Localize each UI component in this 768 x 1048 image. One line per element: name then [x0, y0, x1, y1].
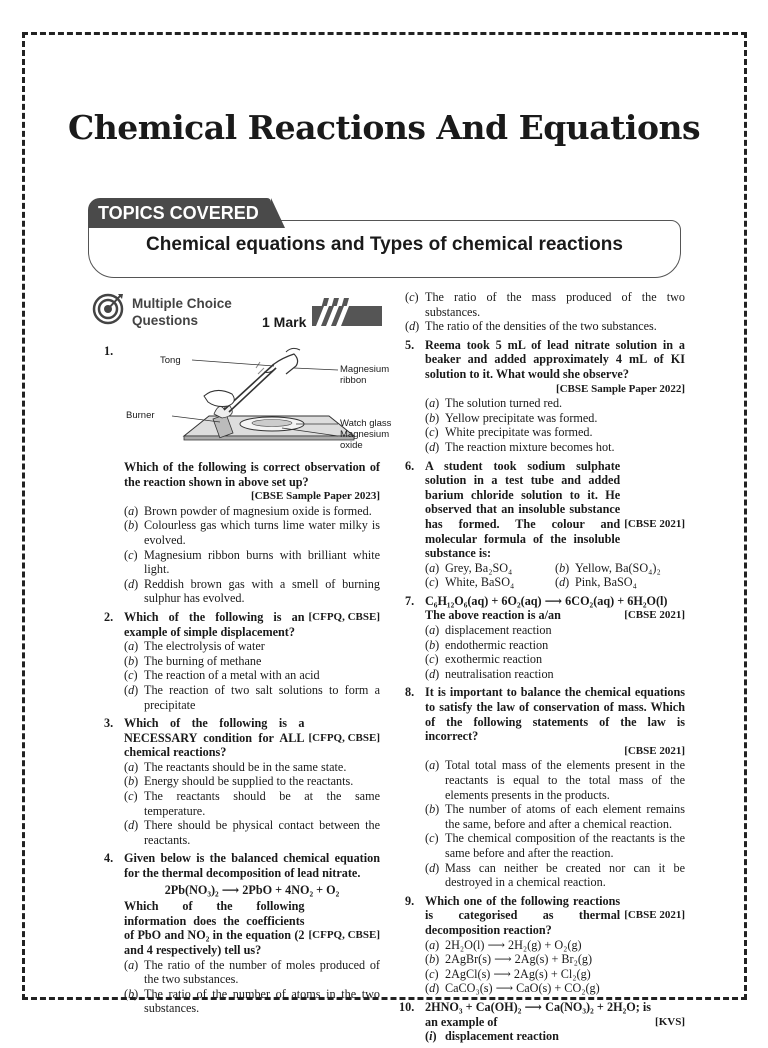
option-text: 2AgCl(s) ⟶ 2Ag(s) + Cl₂(g)	[445, 966, 591, 981]
question-source: [KVS]	[655, 1015, 685, 1028]
option-text: Colourless gas which turns lime water milky is evolved.	[144, 518, 380, 547]
option-text: The ratio of the number of atoms in the two substances.	[144, 986, 380, 1016]
option[interactable]	[124, 639, 380, 654]
apparatus-figure	[124, 344, 400, 454]
option[interactable]	[425, 831, 685, 860]
question-number: 6.	[405, 458, 415, 473]
option-label: ( b )	[124, 518, 138, 533]
option-text: 2H₂O(l) ⟶ 2H₂(g) + O₂(g)	[445, 937, 582, 952]
question-number: 9.	[405, 893, 415, 908]
question-source: [CBSE Sample Paper 2023]	[250, 490, 380, 503]
question-number: 2.	[104, 609, 114, 624]
question-number: 4.	[104, 851, 114, 866]
option[interactable]	[425, 758, 685, 802]
option[interactable]	[425, 623, 685, 638]
question-number: 1.	[104, 344, 114, 358]
question-6	[405, 459, 685, 590]
option[interactable]	[425, 396, 685, 411]
option[interactable]	[124, 789, 380, 818]
question-3	[104, 716, 380, 847]
option-label: ( d )	[124, 683, 138, 698]
option-text: displacement reaction	[445, 623, 552, 638]
option-label: ( a )	[425, 938, 439, 953]
option-text: White precipitate was formed.	[445, 425, 593, 440]
question-source: [CBSE 2021]	[624, 517, 685, 530]
question-2	[104, 610, 380, 712]
question-10	[399, 1000, 685, 1044]
left-column	[104, 344, 392, 1020]
option[interactable]	[124, 818, 380, 847]
option-label: ( c )	[124, 789, 138, 804]
question-text: [CBSE 2021] The above reaction is a/an	[425, 608, 685, 623]
option-text: Grey, Ba₂SO₄	[445, 560, 513, 575]
option-text: neutralisation reaction	[445, 666, 554, 681]
chemical-equation: C₆H₁₂O₆(aq) + 6O₂(aq) ⟶ 6CO₂(aq) + 6H₂O(l)	[425, 593, 668, 608]
right-column	[399, 290, 685, 1048]
option-text: The number of atoms of each element remains the same, before and after a chemical reaction.	[445, 802, 685, 831]
option-label: ( a )	[124, 639, 138, 654]
option-text: Yellow, Ba(SO₄)₂	[575, 560, 661, 575]
option-label: ( c )	[425, 652, 439, 667]
option-text: Energy should be supplied to the reactants.	[144, 774, 354, 789]
option-label: ( c )	[405, 290, 419, 305]
stripes-decoration	[312, 298, 382, 326]
topics-tab: TOPICS COVERED	[88, 198, 271, 228]
option-label: ( b )	[555, 561, 569, 576]
option-text: Mass can neither be created nor can it be destroyed in a chemical reaction.	[445, 860, 685, 890]
option-text: The ratio of the densities of the two substances.	[425, 319, 657, 334]
question-source: [CBSE 2021]	[624, 609, 685, 622]
option[interactable]	[124, 774, 380, 789]
label-watch-glass: Watch glass	[340, 418, 392, 429]
option-text: The electrolysis of water	[144, 639, 265, 654]
question-5	[405, 338, 685, 455]
option[interactable]	[425, 952, 685, 967]
option-label: ( a )	[425, 758, 439, 773]
topics-subtitle: Chemical equations and Types of chemical reactions	[146, 234, 623, 255]
option-text: The reactants should be at the same temperature.	[144, 789, 380, 818]
option-label: ( b )	[425, 411, 439, 426]
option-label: ( c )	[425, 575, 439, 590]
question-9	[405, 894, 685, 996]
question-text: [CBSE 2021] Which one of the following reactions is categorised as thermal decomposition reaction?	[425, 893, 685, 937]
question-4	[104, 851, 380, 1016]
option-text: The burning of methane	[144, 653, 262, 668]
option-label: ( b )	[124, 654, 138, 669]
question-text: [CBSE 2021] A student took sodium sulphate solution in a test tube and added barium chloride solution to it. He observed that an insoluble substance has formed. The colour and molecular formula of the insoluble substance is:	[425, 458, 685, 561]
option[interactable]	[124, 683, 380, 712]
option-text: The reaction of two salt solutions to form a precipitate	[144, 682, 380, 712]
question-4-continued	[405, 290, 685, 334]
option-text: White, BaSO₄	[445, 575, 515, 590]
option[interactable]	[425, 561, 555, 576]
target-icon	[92, 292, 124, 324]
question-text: It is important to balance the chemical equations to satisfy the law of conservation of mass. Which of the following statements of the law is incorrect?	[425, 685, 685, 744]
option[interactable]	[425, 425, 685, 440]
option[interactable]	[425, 411, 685, 426]
option-label: ( d )	[425, 981, 439, 996]
section-heading-line2: Questions	[132, 313, 199, 328]
option[interactable]	[425, 981, 685, 996]
option-label: ( b )	[425, 952, 439, 967]
question-text-continued: [CFPQ, CBSE] Which of the following information does the coefficients of PbO and NO₂ in the equation (2 and 4 respectively) tell us?	[124, 899, 380, 957]
option-label: ( b )	[124, 774, 138, 789]
option-label: ( a )	[124, 504, 138, 519]
question-number: 8.	[405, 685, 415, 700]
option[interactable]	[124, 668, 380, 683]
option-text: Yellow precipitate was formed.	[445, 410, 598, 425]
option-label: ( d )	[425, 440, 439, 455]
option-text: Pink, BaSO₄	[575, 575, 637, 590]
question-8	[405, 685, 685, 889]
question-source: [CFPQ, CBSE]	[308, 929, 380, 942]
option-text: There should be physical contact between the reactants.	[144, 818, 380, 847]
option-text: The ratio of the mass produced of the two substances.	[425, 290, 685, 319]
option-label: ( d )	[405, 319, 419, 334]
question-1	[104, 344, 392, 606]
option[interactable]	[425, 440, 685, 455]
option-text: exothermic reaction	[445, 652, 543, 667]
option-label: ( a )	[425, 396, 439, 411]
option[interactable]	[425, 938, 685, 953]
label-burner: Burner	[126, 410, 155, 421]
option[interactable]	[124, 548, 380, 577]
option[interactable]	[425, 652, 685, 667]
option-label: ( b )	[425, 638, 439, 653]
option[interactable]	[124, 760, 380, 775]
option[interactable]	[425, 638, 685, 653]
option-text: The ratio of the number of moles produced of the two substances.	[144, 957, 380, 987]
question-source: [CFPQ, CBSE]	[308, 731, 380, 744]
option[interactable]	[124, 654, 380, 669]
question-text: [CFPQ, CBSE] Which of the following is a NECESSARY condition for ALL chemical reactions?	[124, 716, 380, 760]
option-text: The chemical composition of the reactants is the same before and after the reaction.	[445, 831, 685, 860]
question-source: [CBSE Sample Paper 2022]	[555, 382, 685, 395]
option-label: ( a )	[425, 623, 439, 638]
option-label: ( i )	[425, 1029, 437, 1044]
option-text: Brown powder of magnesium oxide is formed.	[144, 503, 372, 518]
option[interactable]	[425, 967, 685, 982]
option[interactable]	[425, 575, 555, 590]
question-text: Reema took 5 mL of lead nitrate solution in a beaker and added approximately 4 mL of KI solution to it. What would she observe?	[425, 337, 685, 381]
option-label: ( d )	[124, 577, 138, 592]
option[interactable]	[124, 504, 380, 519]
question-7	[405, 594, 685, 682]
label-tong: Tong	[160, 355, 181, 366]
question-source: [CFPQ, CBSE]	[308, 610, 380, 623]
option-text: displacement reaction	[445, 1029, 559, 1044]
section-heading-line1: Multiple Choice	[132, 296, 232, 311]
question-text: [KVS] 2HNO₃ + Ca(OH)₂ ⟶ Ca(NO₃)₂ + 2H₂O; is an example of	[425, 999, 685, 1029]
option-text: Total total mass of the elements present in the reactants is equal to the total mass of the elements presents in the products.	[445, 758, 685, 802]
option[interactable]	[555, 575, 685, 590]
chemical-equation: 2Pb(NO₃)₂ ⟶ 2PbO + 4NO₂ + O₂	[164, 882, 340, 897]
option[interactable]	[555, 561, 685, 576]
question-number: 7.	[405, 593, 415, 608]
option[interactable]	[425, 861, 685, 890]
option-text: endothermic reaction	[445, 637, 549, 652]
label-magnesium-ribbon: Magnesium ribbon	[340, 364, 390, 386]
option-label: ( a )	[425, 561, 439, 576]
option[interactable]	[425, 667, 685, 682]
option-text: The solution turned red.	[445, 396, 563, 411]
option-text: The reaction mixture becomes hot.	[445, 439, 615, 454]
question-text: Which of the following is correct observation of the reaction shown in above set up?	[124, 460, 380, 489]
option-row	[425, 561, 685, 576]
option-text: Reddish brown gas with a smell of burning sulphur has evolved.	[144, 576, 380, 606]
option-text: Magnesium ribbon burns with brilliant white light.	[144, 547, 380, 577]
option-label: ( b )	[425, 802, 439, 817]
option[interactable]	[124, 577, 380, 606]
option-label: ( d )	[425, 861, 439, 876]
option-label: ( a )	[124, 958, 138, 973]
option-text: 2AgBr(s) ⟶ 2Ag(s) + Br₂(g)	[445, 952, 593, 967]
question-number: 10.	[399, 999, 415, 1014]
option-label: ( b )	[124, 987, 138, 1002]
question-text: [CFPQ, CBSE] Which of the following is an example of simple displacement?	[124, 609, 380, 639]
question-number: 5.	[405, 337, 415, 352]
option-label: ( d )	[425, 667, 439, 682]
question-number: 3.	[104, 716, 114, 731]
option-label: ( c )	[425, 967, 439, 982]
option-label: ( c )	[124, 668, 138, 683]
option[interactable]	[425, 802, 685, 831]
option-label: ( c )	[425, 425, 439, 440]
section-header	[92, 292, 382, 336]
option[interactable]	[405, 319, 685, 334]
option-label: ( d )	[555, 575, 569, 590]
section-heading	[132, 295, 232, 329]
option-row	[425, 575, 685, 590]
option[interactable]	[124, 958, 380, 987]
page-title: Chemical Reactions And Equations	[67, 108, 701, 147]
option-text: The reaction of a metal with an acid	[144, 668, 320, 683]
question-source: [CBSE 2021]	[624, 744, 685, 757]
option[interactable]	[425, 1029, 685, 1044]
question-text: Given below is the balanced chemical equation for the thermal decomposition of lead nitrate.	[124, 851, 380, 881]
option-label: ( c )	[124, 548, 138, 563]
option-label: ( d )	[124, 818, 138, 833]
option-label: ( c )	[425, 831, 439, 846]
option[interactable]	[124, 518, 380, 547]
option-text: The reactants should be in the same state.	[144, 759, 347, 774]
marks-label: 1 Mark	[262, 314, 307, 330]
option-label: ( a )	[124, 760, 138, 775]
option[interactable]	[405, 290, 685, 319]
option-text: CaCO₃(s) ⟶ CaO(s) + CO₂(g)	[445, 981, 600, 996]
option[interactable]	[124, 987, 380, 1016]
label-magnesium-oxide: Magnesium oxide	[340, 429, 390, 451]
question-source: [CBSE 2021]	[624, 909, 685, 922]
